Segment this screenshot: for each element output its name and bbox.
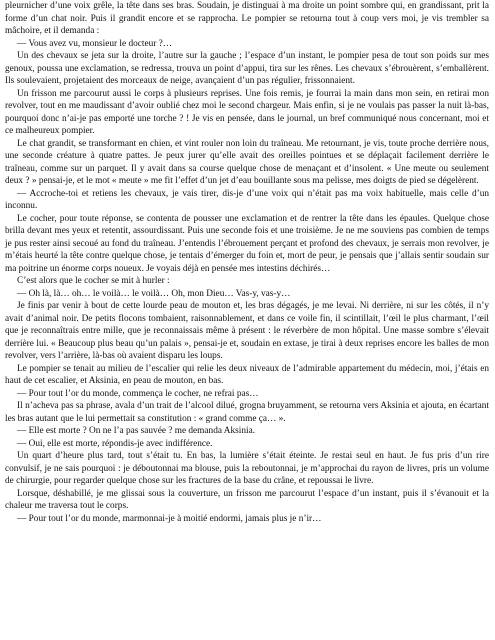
paragraph-14: — Elle est morte ? On ne l’a pas sauvée ? me demanda Aksinia. (17, 426, 256, 436)
paragraph-2: — Vous avez vu, monsieur le docteur ?… (17, 38, 173, 49)
paragraph-13: Il n’acheva pas sa phrase, avala d’un trait de l’alcool dilué, grogna bruyamment, se retourna vers Aksinia et ajouta, en écartant les bras autant que le lui permettait sa constitution : « grand comme ça… ». (5, 401, 489, 424)
paragraph-1: pleurnicher d’une voix grêle, la tête dans ses bras. Soudain, je distinguai à ma droite un point sombre qui, en grandissant, prit la forme d’un chat noir. Puis il grandit encore et se rapprocha. Le pompier se retourna tout à coup vers moi, je vis trembler sa mâchoire, et il demanda : (5, 1, 489, 36)
paragraph-16: Un quart d’heure plus tard, tout s’était tu. En bas, la lumière s’était éteinte. Je restai seul en haut. Je fus pris d’un rire convulsif, je ne sais pourquoi : je déboutonnai ma blouse, puis la reboutonnai, je m’approchai du rayon de livres, pris un volume de chirurgie, pour regarder quelque chose sur les fractures de la base du crâne, et repoussai le livre. (5, 451, 489, 486)
paragraph-5: Le chat grandit, se transformant en chien, et vint rouler non loin du traîneau. Me retournant, je vis, toute proche derrière nous, une seconde créature à quatre pattes. Je peux jurer qu’elle avait des oreilles pointues et se déplaçait facilement derrière le traîneau, comme sur un parquet. Il y avait dans sa course quelque chose de menaçant et d’insolent. « Une meute ou seulement deux ? » pensai-je, et le mot « meute » me fit l’effet d’un jet d’eau bouillante sous ma pelisse, mes doigts de pied se dégelèrent. (5, 138, 489, 186)
paragraph-15: — Oui, elle est morte, répondis-je avec indifférence. (17, 438, 213, 449)
paragraph-7: Le cocher, pour toute réponse, se contenta de pousser une exclamation et de rentrer la tête dans les épaules. Quelque chose brilla devant mes yeux et retentit, assourdissant. Puis une seconde fois et une troisième. Je ne me souviens pas combien de temps je pus rester ainsi secoué au fond du traîneau. J’entendis l’ébrouement perçant et profond des chevaux, je serrais mon revolver, je m’étais heurté la tête contre quelque chose, je tentais d’émerger du foin et, mort de peur, je pensais que j’allais sentir soudain sur ma poitrine un énorme corps noueux. Je voyais déjà en pensée mes intestins déchirés… (5, 213, 489, 274)
paragraph-3: Un des chevaux se jeta sur la droite, l’autre sur la gauche ; l’espace d’un instant, le pompier pesa de tout son poids sur mes genoux, poussa une exclamation, se redressa, trouva un point d’appui, tira sur les rênes. Les chevaux s’ébrouèrent, s’emballèrent. Ils soulevaient, projetaient des morceaux de neige, avançaient d’un pas régulier, frissonnaient. (5, 51, 489, 86)
paragraph-12: — Pour tout l’or du monde, commença le cocher, ne refrai pas… (17, 388, 259, 399)
paragraph-4: Un frisson me parcourut aussi le corps à plusieurs reprises. Une fois remis, je fourrai la main dans mon sein, en retirai mon revolver, tout en me maudissant d’avoir oublié chez moi le second chargeur. Mais enfin, si je ne voulais pas passer la nuit là-bas, pourquoi donc n’ai-je pas emporté une torche ? ! Je vis en pensée, dans le journal, un bref communiqué nous concernant, moi et ce malheureux pompier. (5, 88, 489, 136)
paragraph-6: — Accroche-toi et retiens les chevaux, je vais tirer, dis-je d’une voix qui n’était pas ma voix habituelle, mais celle d’un inconnu. (5, 188, 489, 211)
paragraph-18: — Pour tout l’or du monde, marmonnai-je à moitié endormi, jamais plus je n’ir… (17, 513, 322, 524)
paragraph-9: — Oh là, là… oh… le voilà… le voilà… Oh, mon Dieu… Vas-y, vas-y… (17, 288, 291, 299)
paragraph-10: Je finis par venir à bout de cette lourde peau de mouton et, les bras dégagés, je me levai. Ni derrière, ni sur les côtés, il n’y avait d’animal noir. De petits flocons tombaient, raisonnablement, et dans ce voile fin, il scintillait, l’œil le plus charmant, l’œil que je reconnaîtrais entre mille, que je reconnaissais même à présent : le réverbère de mon hôpital. Une masse sombre s’élevait derrière lui. « Beaucoup plus beau qu’un palais », pensai-je et, soudain en extase, je tirai à deux reprises encore les balles de mon revolver, vers l’arrière, là-bas où avaient disparu les loups. (5, 301, 489, 361)
paragraph-8: C’est alors que le cocher se mit à hurler : (17, 276, 170, 286)
paragraph-17: Lorsque, déshabillé, je me glissai sous la couverture, un frisson me parcourut l’espace d’un instant, puis il s’évanouit et la chaleur me traversa tout le corps. (5, 488, 489, 511)
paragraph-11: Le pompier se tenait au milieu de l’escalier qui relie les deux niveaux de l’admirable appartement du médecin, moi, j’étais en haut de cet escalier, et Aksinia, en peau de mouton, en bas. (5, 363, 489, 386)
